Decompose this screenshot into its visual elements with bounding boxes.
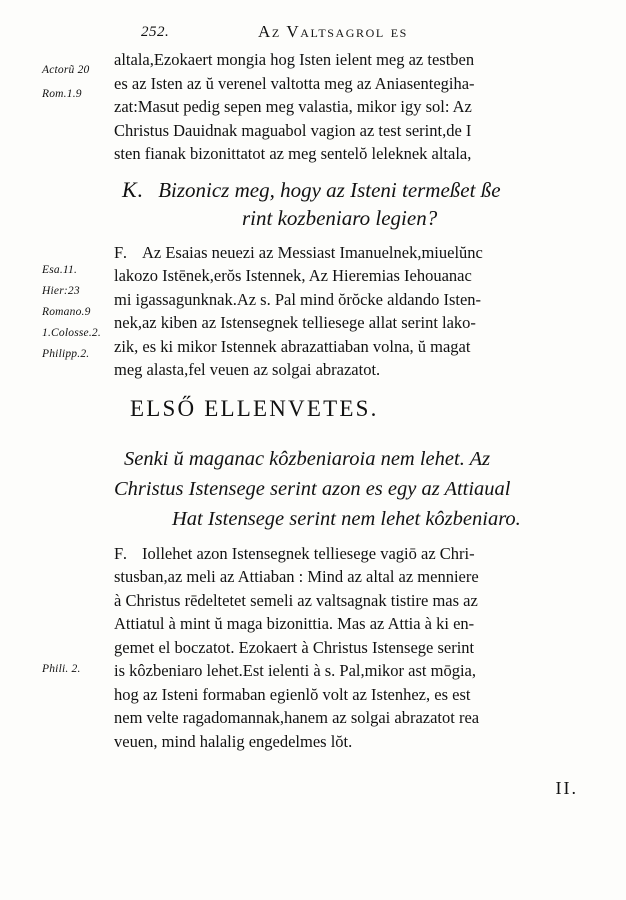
reply-marker: F. [114,543,128,563]
question-line-2: rint kozbeniaro legien? [242,205,438,230]
marginal-note: Rom.1.9 [42,88,82,100]
objection-line: Hat Istensege serint nem lehet kôzbeniaro. [172,507,521,530]
trailing-numeral: II. [555,778,578,798]
text-line: meg alasta,fel veuen az solgai abrazatot. [114,360,381,379]
text-line: sten fianak bizonittatot az meg sentelŏ leleknek altala, [114,144,472,163]
question-text: Bizonicz meg, hogy az Isteni termeßet ße [158,177,501,202]
text-line: es az Isten az ŭ verenel valtotta meg az Aniasentegiha- [114,73,475,93]
text-line: hog az Isteni formaban egienlŏ volt az Istenhez, es est [114,684,471,704]
marginal-note: Actorũ 20 [42,64,90,76]
marginal-note: Philipp.2. [42,348,90,360]
text-line: mi igassagunknak.Az s. Pal mind ŏrŏcke aldando Isten- [114,289,482,309]
text-line: nek,az kiben az Istensegnek telliesege allat serint lako- [114,313,476,332]
opening-paragraph [114,48,584,166]
text-line: is kôzbeniaro lehet.Est ielenti à s. Pal,mikor ast mōgia, [114,661,477,680]
text-line: nem velte ragadomannak,hanem az solgai abrazatot rea [114,708,480,727]
section-heading: ELSŐ ELLENVETES. [130,395,379,421]
objection-line: Christus Istensege serint azon es egy az Attiaual [114,477,511,500]
text-line: à Christus rēdeltetet semeli az valtsagnak tistire mas az [114,590,478,610]
text-line: Christus Dauidnak maguabol vagion az test serint,de I [114,120,472,140]
question-marker: K. [122,176,145,202]
text-line: zat:Masut pedig sepen meg valastia, mikor igy sol: Az [114,97,472,116]
text-line: lakozo Istēnek,erŏs Istennek, Az Hieremias Iehouanac [114,266,472,285]
folio-number: 252. [141,24,170,40]
text-line [114,241,584,265]
marginal-note: Hier:23 [42,285,80,297]
marginal-note: Esa.11. [42,264,78,276]
marginal-note: Romano.9 [42,306,91,318]
objection-line: Senki ŭ maganac kôzbeniaroia nem lehet. Az [124,447,491,470]
page-header [0,22,626,48]
answer-text: Az Esaias neuezi az Messiast Imanuelnek,miuelŭnc [141,242,483,262]
text-line: altala,Ezokaert mongia hog Isten ielent meg az testben [114,50,475,69]
text-line [114,542,584,566]
reply-text: Iollehet azon Istensegnek telliesege vagiō az Chri- [141,543,475,563]
text-line: stusban,az meli az Attiaban : Mind az altal az menniere [114,567,479,586]
answer-paragraph [114,241,584,382]
objection-block [114,444,584,534]
question-block [114,176,584,232]
question-line-1 [114,176,584,204]
text-line: gemet el boczatot. Ezokaert à Christus Istensege serint [114,637,475,657]
text-line: veuen, mind halalig engedelmes lŏt. [114,731,353,751]
marginal-note: Phili. 2. [42,663,81,675]
answer-marker: F. [114,242,128,262]
marginal-note: 1.Colosse.2. [42,327,101,339]
text-line: zik, es ki mikor Istennek abrazattiaban volna, ŭ magat [114,336,471,356]
reply-paragraph [114,542,584,754]
text-line: Attiatul à mint ŭ maga bizonittia. Mas az Attia à ki en- [114,614,475,633]
running-title: Az Valtsagrol es [258,22,408,41]
main-text-column [114,48,584,753]
